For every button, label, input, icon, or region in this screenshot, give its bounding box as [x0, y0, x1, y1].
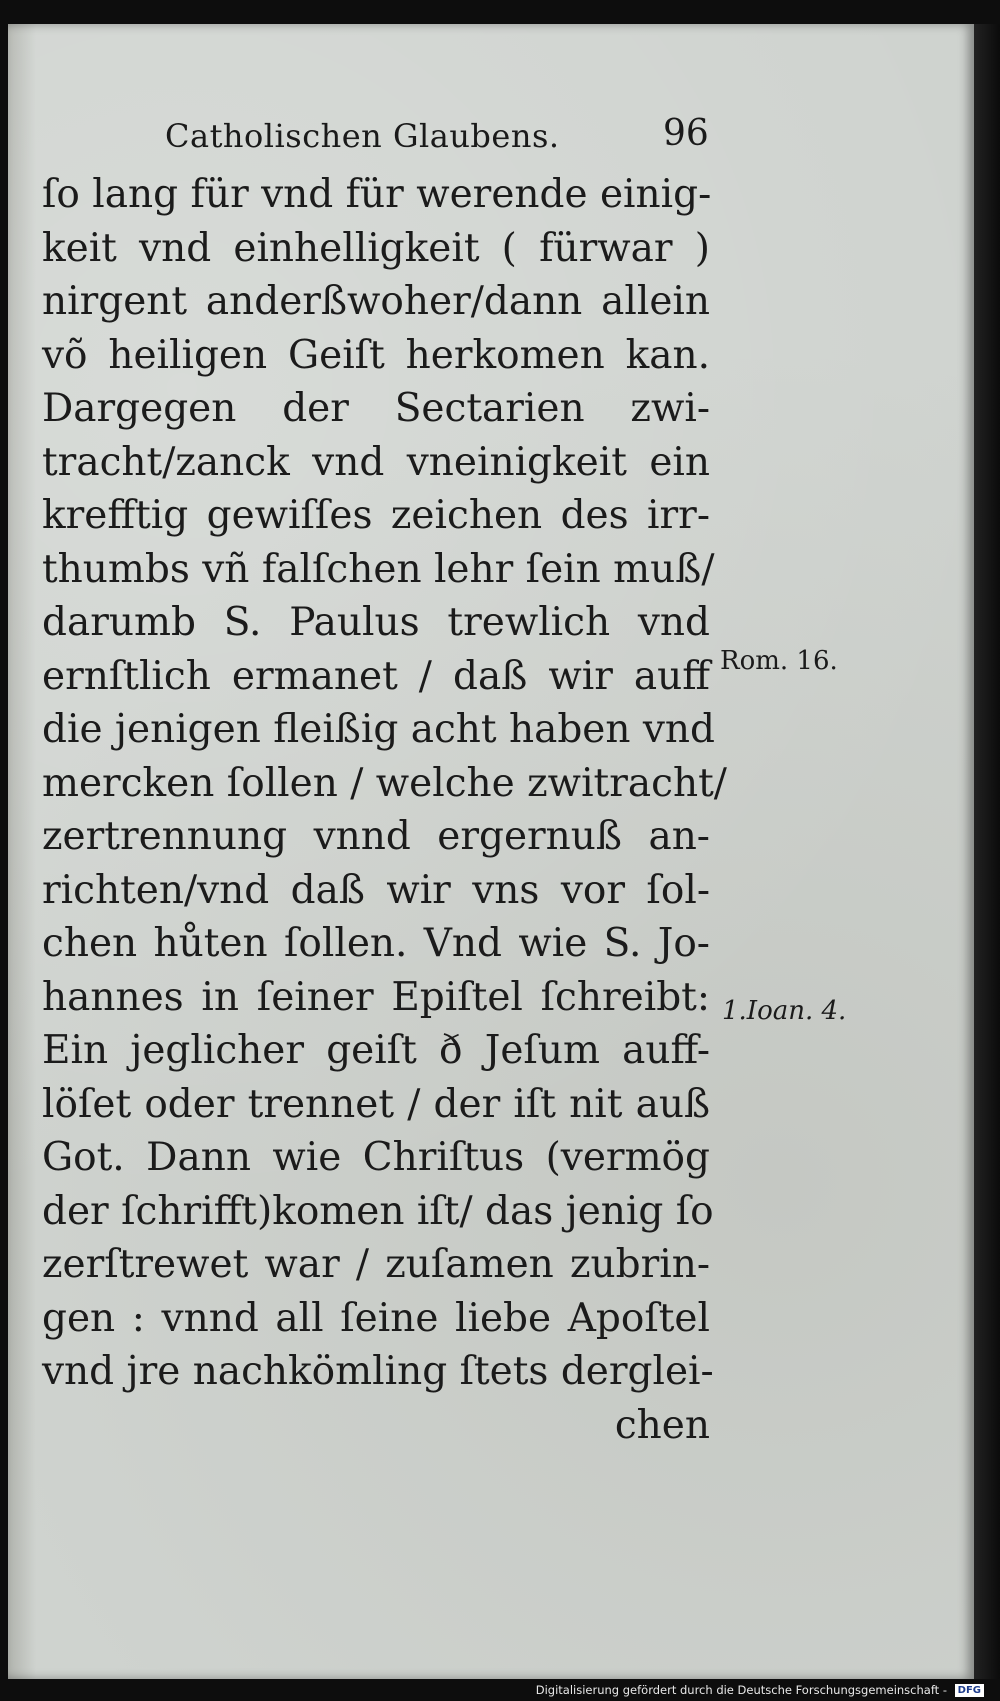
credit-text: Digitalisierung gefördert durch die Deutsche Forschungsgemeinschaft - — [535, 1683, 947, 1697]
page-edge-shadow — [974, 24, 1000, 1679]
running-head — [165, 117, 705, 155]
text-line: chen hůten ſollen. Vnd wie S. Jo- — [42, 921, 710, 966]
text-line: zerſtrewet war / zuſamen zubrin- — [42, 1242, 710, 1287]
text-line: die jenigen fleißig acht haben vnd — [42, 707, 716, 752]
text-line: thumbs vñ falſchen lehr ſein muß/ — [42, 546, 715, 592]
text-line: richten/vnd daß wir vns vor ſol- — [42, 867, 710, 913]
text-line: krefftig gewiſſes zeichen des irr- — [42, 493, 710, 538]
text-line: võ heiligen Geiſt herkomen kan. — [42, 332, 710, 378]
text-line: Got. Dann wie Chriſtus (vermög — [42, 1135, 710, 1180]
text-line: löſet oder trennet / der iſt nit auß — [42, 1081, 710, 1127]
text-line: hannes in ſeiner Epiſtel ſchreibt: — [42, 974, 710, 1020]
marginal-note-romans: Rom. 16. — [720, 646, 838, 676]
text-line: ernſtlich ermanet / daß wir auff — [42, 653, 710, 699]
body-text — [42, 168, 727, 1452]
text-line: mercken ſollen / welche zwitracht/ — [42, 760, 727, 806]
text-line: Ein jeglicher geiſt ð Jeſum auff- — [42, 1028, 710, 1073]
marginal-note-john: 1.Ioan. 4. — [722, 996, 847, 1026]
text-line: der ſchrifft)komen iſt/ das jenig ſo — [42, 1188, 714, 1234]
text-line: ſo lang für vnd für werende einig- — [42, 172, 712, 217]
dfg-logo-badge: DFG — [955, 1684, 984, 1697]
page-number: 96 — [663, 113, 709, 154]
text-line: tracht/zanck vnd vneinigkeit ein — [42, 439, 710, 485]
text-line: gen : vnnd all ſeine liebe Apoſtel — [42, 1295, 710, 1341]
text-line: keit vnd einhelligkeit ( fürwar ) — [42, 225, 710, 271]
text-line: darumb S. Paulus trewlich vnd — [42, 600, 710, 645]
digitization-credit — [536, 1683, 984, 1697]
text-line: vnd jre nachkömling ſtets derglei- — [42, 1349, 714, 1394]
text-line: nirgent anderßwoher/dann allein — [42, 279, 710, 324]
text-line: Dargegen der Sectarien zwi- — [42, 386, 710, 431]
running-title: Catholischen Glaubens. — [165, 117, 560, 155]
text-line: zertrennung vnnd ergernuß an- — [42, 814, 710, 859]
catchword: chen — [614, 1402, 710, 1448]
